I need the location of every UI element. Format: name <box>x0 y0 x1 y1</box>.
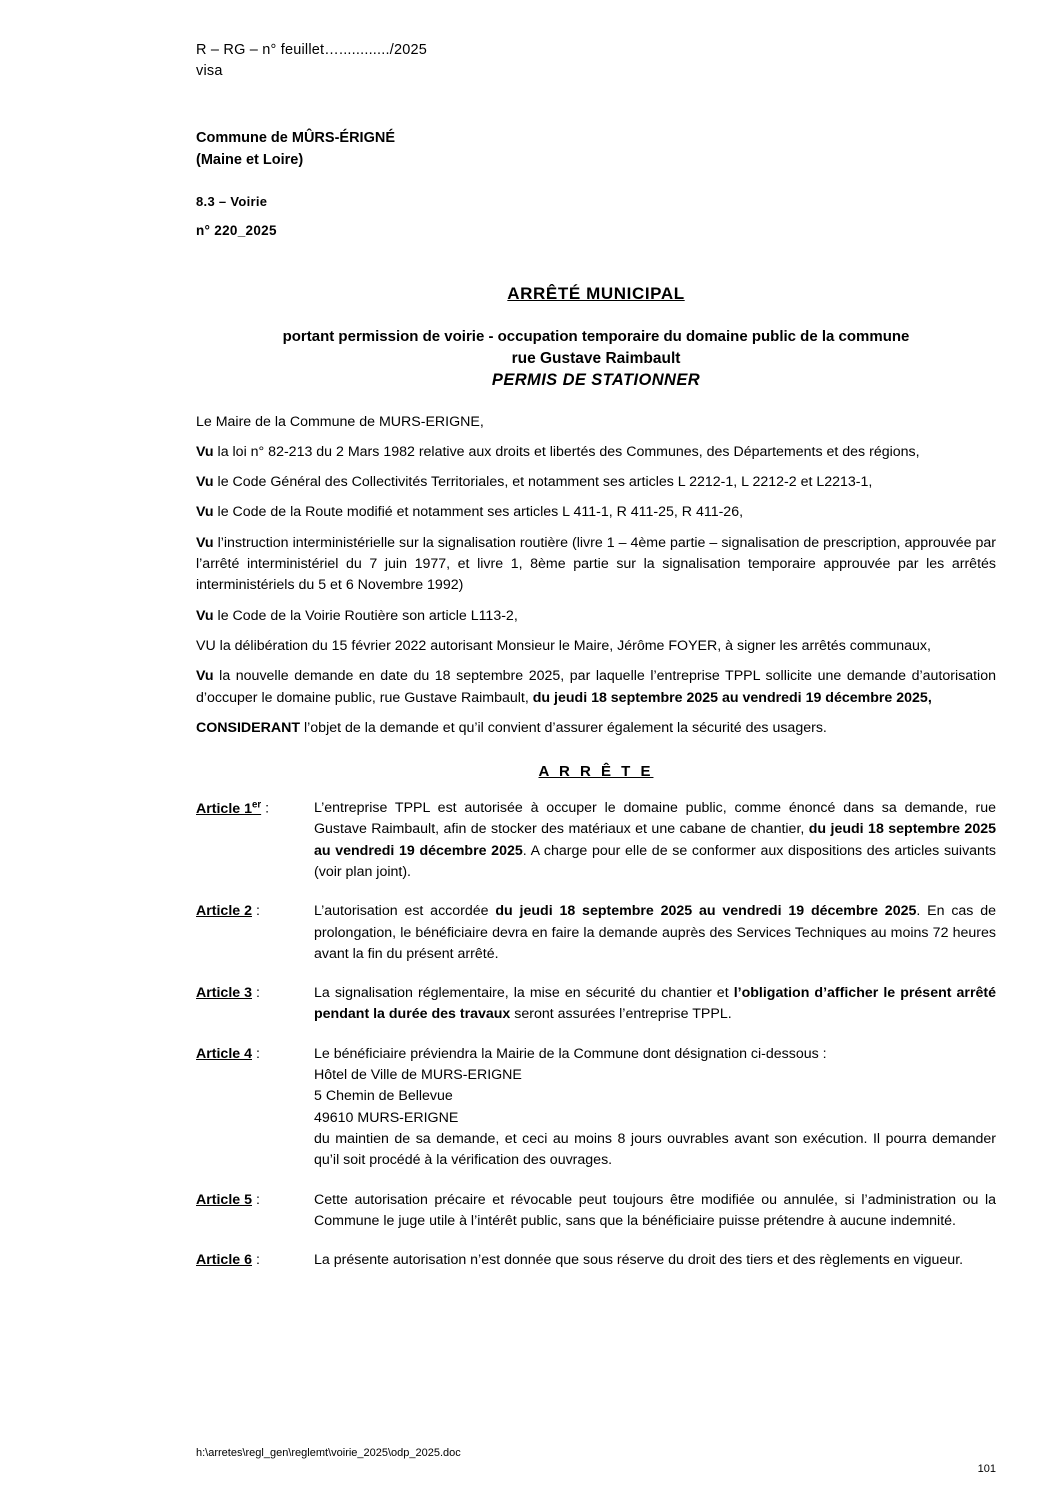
article-1-dates: du jeudi 18 septembre 2025 au vendredi 19 décembre 2025 <box>314 821 996 859</box>
vu-text: l’instruction interministérielle sur la signalisation routière (livre 1 – 4ème partie – signalisation de prescription, approuvée par l’arrêté interministériel du 7 juin 1977, et livre 1, 8ème partie sur la signalisation temporaire approuvée par les arrêtés interministériels du 5 et 6 Novembre 1992) <box>196 534 996 594</box>
article-4-line-2: Hôtel de Ville de MURS-ERIGNE <box>314 1067 522 1084</box>
article-2-dates: du jeudi 18 septembre 2025 au vendredi 19 décembre 2025 <box>495 903 917 920</box>
vu-text: la nouvelle demande en date du 18 septembre 2025, par laquelle l’entreprise TPPL sollicite une demande d’autorisation d’occuper le domaine public, rue Gustave Raimbault, <box>196 668 996 706</box>
article-1-text-2: . A charge pour elle de se conformer aux dispositions des articles suivants (voir plan joint). <box>314 842 996 880</box>
document-subtitle: portant permission de voirie - occupation temporaire du domaine public de la commune <box>282 327 910 345</box>
vu-prefix: Vu <box>196 534 214 551</box>
article-5 <box>196 1190 996 1233</box>
vu-prefix: VU <box>196 637 216 654</box>
visa-line: visa <box>196 63 223 80</box>
considerant-clause <box>196 718 996 739</box>
classification-code: 8.3 – Voirie <box>196 193 268 209</box>
vu-clause-6 <box>196 636 996 657</box>
article-4 <box>196 1044 996 1172</box>
article-4-line-5: du maintien de sa demande, et ceci au moins 8 jours ouvrables avant son exécution. Il pourra demander qu’il soit procédé à la vérification des ouvrages. <box>314 1130 996 1169</box>
article-1 <box>196 798 996 883</box>
vu-clause-1 <box>196 442 996 463</box>
article-6-label <box>196 1250 314 1271</box>
page-title: ARRÊTÉ MUNICIPAL <box>507 283 685 303</box>
article-3 <box>196 983 996 1026</box>
article-2 <box>196 901 996 965</box>
vu-clause-7 <box>196 666 996 709</box>
article-2-body <box>314 901 996 965</box>
article-3-body <box>314 983 996 1026</box>
article-1-text-1: L’entreprise TPPL est autorisée à occuper le domaine public, comme énoncé dans sa demande, rue Gustave Raimbault, afin de stocker des matériaux et une cabane de chantier, <box>314 800 996 838</box>
arrete-heading: A R R Ê T E <box>538 763 654 781</box>
article-4-line-3: 5 Chemin de Bellevue <box>314 1088 453 1105</box>
considerant-text: l’objet de la demande et qu’il convient d’assurer également la sécurité des usagers. <box>300 719 827 736</box>
article-2-label-suffix: : <box>252 903 260 920</box>
article-1-label-text: Article 1 <box>196 800 252 817</box>
article-1-label-sup: er <box>252 799 262 811</box>
considerant-prefix: CONSIDERANT <box>196 719 301 736</box>
vu-clause-3 <box>196 502 996 523</box>
mayor-line: Le Maire de la Commune de MURS-ERIGNE, <box>196 413 484 430</box>
article-4-label <box>196 1044 314 1172</box>
article-2-text-1: L’autorisation est accordée <box>314 903 496 920</box>
vu-clause-5 <box>196 606 996 627</box>
article-5-label-suffix: : <box>252 1191 260 1208</box>
vu-dates: du jeudi 18 septembre 2025 au vendredi 19 décembre 2025, <box>532 689 932 706</box>
article-3-label-text: Article 3 <box>196 985 252 1002</box>
vu-clause-4 <box>196 533 996 597</box>
vu-prefix: Vu <box>196 474 214 491</box>
article-6-body: La présente autorisation n’est donnée que sous réserve du droit des tiers et des règlements en vigueur. <box>314 1252 964 1269</box>
vu-text: la délibération du 15 février 2022 autorisant Monsieur le Maire, Jérôme FOYER, à signer les arrêtés communaux, <box>215 637 931 654</box>
vu-text: la loi n° 82-213 du 2 Mars 1982 relative aux droits et libertés des Communes, des Départements et des régions, <box>213 443 920 460</box>
article-1-body <box>314 798 996 883</box>
article-5-body: Cette autorisation précaire et révocable peut toujours être modifiée ou annulée, si l’administration ou la Commune le juge utile à l’intérêt public, sans que la bénéficiaire puisse prétendre à aucune indemnité. <box>314 1191 996 1229</box>
article-1-label-suffix: : <box>261 800 270 817</box>
article-6-label-text: Article 6 <box>196 1252 252 1269</box>
vu-text: le Code Général des Collectivités Territoriales, et notamment ses articles L 2212-1, L 2212-2 et L2213-1, <box>213 474 873 491</box>
vu-prefix: Vu <box>196 504 214 521</box>
document-content <box>196 40 996 1271</box>
reference-line: R – RG – n° feuillet…............/2025 <box>196 42 427 58</box>
vu-text: le Code de la Route modifié et notamment ses articles L 411-1, R 411-25, R 411-26, <box>213 504 744 521</box>
article-2-text-2: . En cas de prolongation, le bénéficiaire devra en faire la demande auprès des Services Techniques au moins 72 heures avant la fin du présent arrêté. <box>314 903 996 962</box>
article-2-label-text: Article 2 <box>196 903 252 920</box>
article-3-obligation: l’obligation d’afficher le présent arrêté pendant la durée des travaux <box>314 985 996 1023</box>
vu-prefix: Vu <box>196 607 214 624</box>
article-6 <box>196 1250 996 1271</box>
vu-prefix: Vu <box>196 668 214 685</box>
permit-type-title: PERMIS DE STATIONNER <box>491 370 701 389</box>
article-2-label <box>196 901 314 965</box>
article-4-label-suffix: : <box>252 1045 260 1062</box>
vu-text: le Code de la Voirie Routière son article L113-2, <box>213 607 518 624</box>
vu-prefix: Vu <box>196 443 214 460</box>
commune-department: (Maine et Loire) <box>196 151 304 168</box>
article-5-label-text: Article 5 <box>196 1191 252 1208</box>
article-5-label <box>196 1190 314 1233</box>
article-3-label-suffix: : <box>252 985 260 1002</box>
page-number: 101 <box>977 1463 996 1475</box>
article-3-text-1: La signalisation réglementaire, la mise en sécurité du chantier et <box>314 985 734 1002</box>
article-6-label-suffix: : <box>252 1252 260 1269</box>
article-3-text-2: seront assurées l’entreprise TPPL. <box>510 1006 732 1023</box>
commune-name: Commune de MÛRS-ÉRIGNÉ <box>196 130 395 147</box>
article-1-label <box>196 798 314 883</box>
article-3-label <box>196 983 314 1026</box>
document-street: rue Gustave Raimbault <box>511 350 681 368</box>
article-4-line-1: Le bénéficiaire préviendra la Mairie de la Commune dont désignation ci-dessous : <box>314 1045 827 1062</box>
article-4-label-text: Article 4 <box>196 1045 252 1062</box>
article-4-body <box>314 1044 996 1172</box>
document-number: n° 220_2025 <box>196 222 277 238</box>
vu-clause-2 <box>196 472 996 493</box>
footer-file-path: h:\arretes\regl_gen\reglemt\voirie_2025\odp_2025.doc <box>196 1447 461 1459</box>
article-4-line-4: 49610 MURS-ERIGNE <box>314 1109 459 1126</box>
